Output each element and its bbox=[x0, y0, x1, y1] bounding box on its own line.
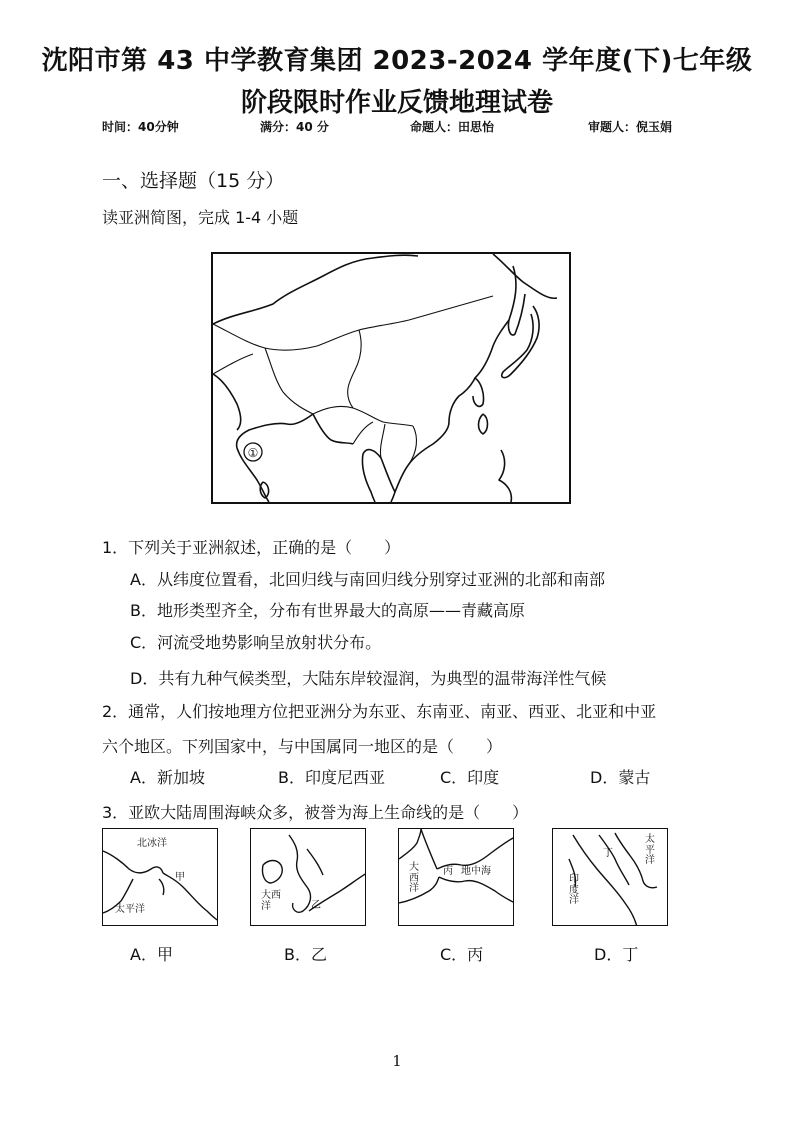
strait-map-bing-label-med: 地中海 bbox=[461, 866, 491, 877]
page-number: 1 bbox=[392, 1052, 402, 1070]
q2-stem-line1: 2．通常，人们按地理方位把亚洲分为东亚、东南亚、南亚、西亚、北亚和中亚 bbox=[102, 702, 657, 721]
exam-title-line2: 阶段限时作业反馈地理试卷 bbox=[240, 88, 553, 118]
strait-map-jia-label-pacific: 太平洋 bbox=[115, 904, 145, 915]
exam-score: 满分：40 分 bbox=[260, 120, 329, 134]
q3-option-d: D．丁 bbox=[594, 945, 639, 964]
strait-map-jia bbox=[102, 828, 218, 926]
q1-stem: 1．下列关于亚洲叙述，正确的是（ ） bbox=[102, 538, 401, 557]
strait-map-ding bbox=[552, 828, 668, 926]
q1-option-c: C．河流受地势影响呈放射状分布。 bbox=[130, 633, 382, 652]
q3-option-a: A．甲 bbox=[130, 945, 173, 964]
asia-map bbox=[211, 252, 571, 504]
exam-reviewer: 审题人：倪玉娟 bbox=[588, 120, 673, 134]
q3-option-c: C．丙 bbox=[440, 945, 484, 964]
map-marker-1: ① bbox=[247, 446, 259, 460]
strait-map-jia-label-strait: 甲 bbox=[175, 872, 185, 883]
section-title: 一、选择题（15 分） bbox=[102, 170, 285, 192]
exam-time: 时间：40分钟 bbox=[102, 120, 179, 134]
q1-option-b: B．地形类型齐全，分布有世界最大的高原——青藏高原 bbox=[130, 601, 525, 620]
strait-map-bing-label-atlantic: 大西洋 bbox=[409, 862, 419, 894]
exam-title-line1: 沈阳市第 43 中学教育集团 2023-2024 学年度(下)七年级 bbox=[41, 46, 753, 76]
section-intro: 读亚洲简图，完成 1-4 小题 bbox=[102, 208, 299, 227]
q3-stem: 3．亚欧大陆周围海峡众多，被誉为海上生命线的是（ ） bbox=[102, 803, 529, 822]
strait-map-bing bbox=[398, 828, 514, 926]
q2-option-d: D．蒙古 bbox=[590, 768, 651, 787]
q2-option-c: C．印度 bbox=[440, 768, 500, 787]
q2-option-a: A．新加坡 bbox=[130, 768, 205, 787]
q3-option-b: B．乙 bbox=[284, 945, 327, 964]
strait-map-jia-label-arctic: 北冰洋 bbox=[137, 838, 167, 849]
strait-map-yi-label-atlantic: 大西洋 bbox=[261, 890, 281, 912]
asia-map-drawing bbox=[213, 254, 569, 502]
strait-map-yi-label-strait: 乙 bbox=[311, 900, 321, 911]
strait-map-ding-label-indian: 印度洋 bbox=[569, 874, 579, 906]
strait-map-ding-label-strait: 丁 bbox=[603, 848, 613, 859]
q1-option-a: A．从纬度位置看，北回归线与南回归线分别穿过亚洲的北部和南部 bbox=[130, 570, 605, 589]
q2-option-b: B．印度尼西亚 bbox=[278, 768, 385, 787]
strait-map-yi bbox=[250, 828, 366, 926]
exam-author: 命题人：田思怡 bbox=[410, 120, 495, 134]
strait-map-ding-label-pacific: 太平洋 bbox=[645, 834, 655, 866]
q1-option-d: D．共有九种气候类型，大陆东岸较湿润，为典型的温带海洋性气候 bbox=[130, 669, 607, 688]
q2-stem-line2: 六个地区。下列国家中，与中国属同一地区的是（ ） bbox=[102, 737, 503, 756]
strait-map-bing-label-strait: 丙 bbox=[443, 866, 453, 877]
